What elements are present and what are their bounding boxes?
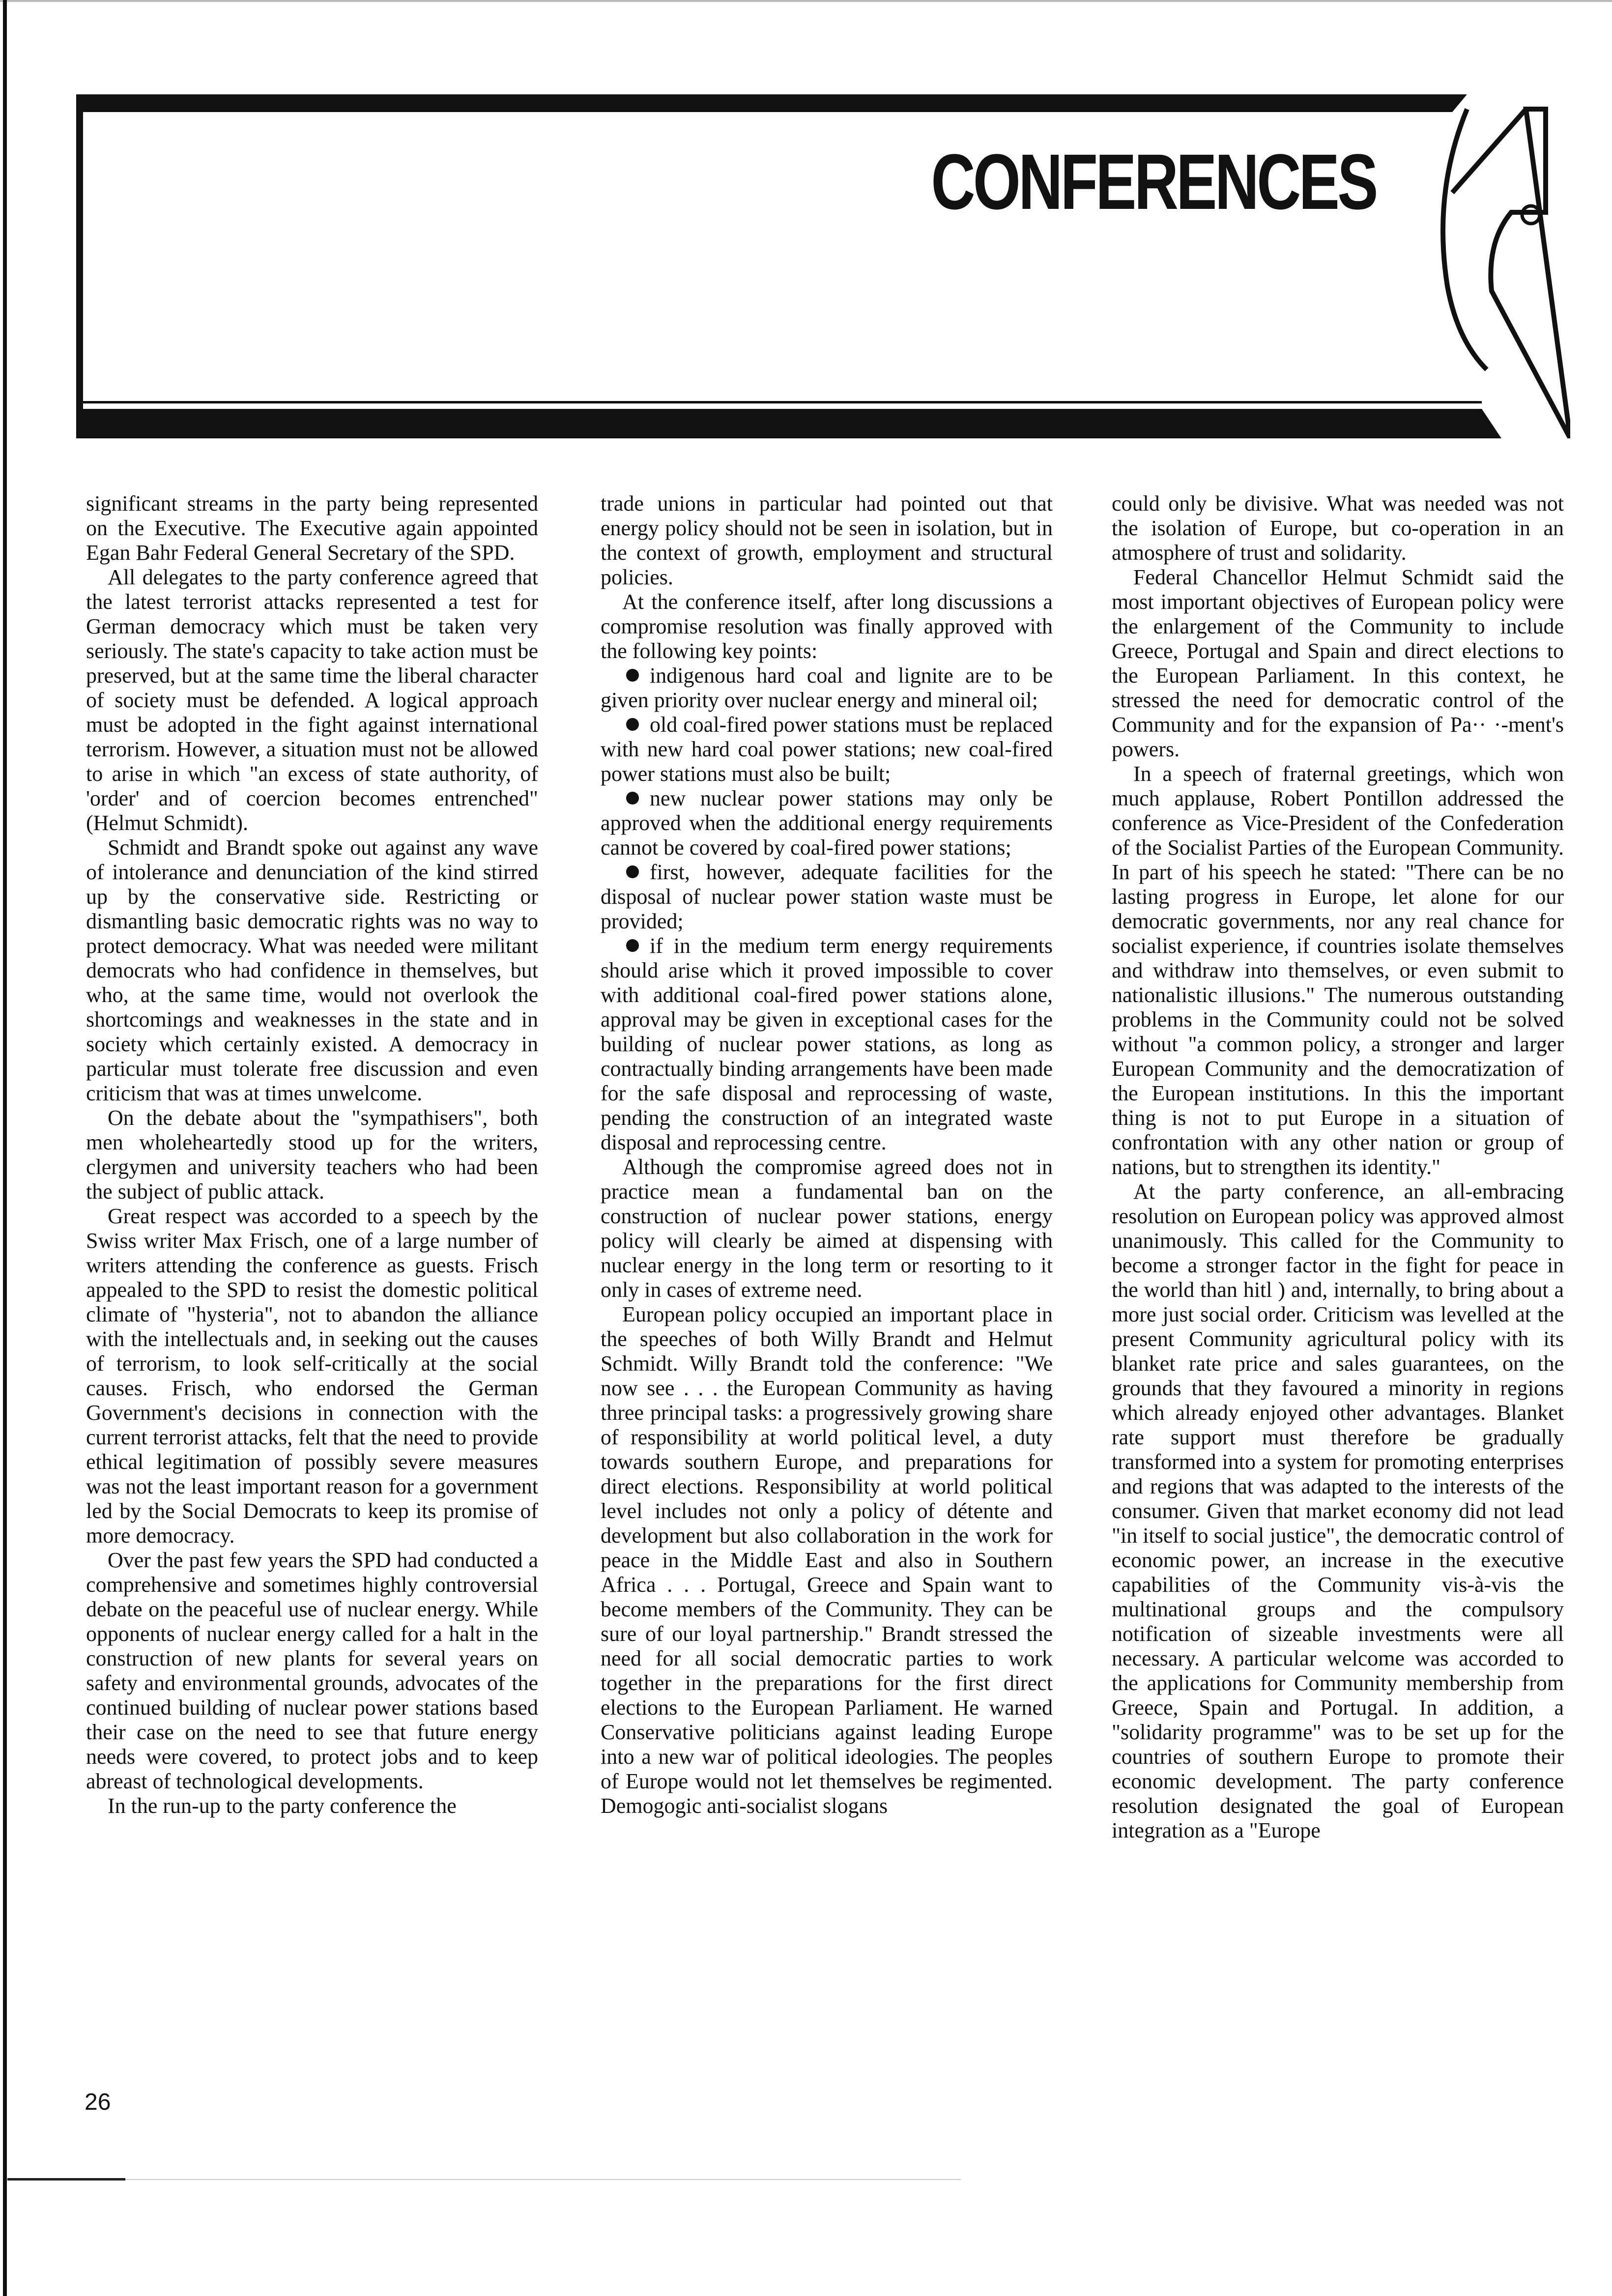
bullet-text: first, however, adequate facilities for the disposal of nuclear power station waste must be provided; (601, 860, 1053, 933)
paragraph: Federal Chancellor Helmut Schmidt said the most important objectives of European policy were the enlargement of the Community to include Greece, Portugal and Spain and direct elections to the European Parliament. In this context, he stressed the need for democratic control of the Community and for the expansion of Pa·· ·-ment's powers. (1112, 565, 1564, 761)
paragraph: All delegates to the party conference agreed that the latest terrorist attacks represented a test for German democracy which must be taken very seriously. The state's capacity to take action must be preserved, but at the same time the liberal character of society must be defended. A logical approach must be adopted in the fight against international terrorism. However, a situation must not be allowed to arise in which "an excess of state authority, of 'order' and of coercion becomes entrenched" (Helmut Schmidt). (86, 565, 538, 835)
paragraph: trade unions in particular had pointed out that energy policy should not be seen in isolation, but in the context of growth, employment and structural policies. (601, 491, 1053, 589)
paragraph: Great respect was accorded to a speech by the Swiss writer Max Frisch, one of a large number of writers attending the conference as guests. Frisch appealed to the SPD to resist the domestic political climate of "hysteria", not to abandon the alliance with the intellectuals and, in seeking out the causes of terrorism, to look self-critically at the social causes. Frisch, who endorsed the German Government's decisions in connection with the current terrorist attacks, felt that the need to provide ethical legitimation of possibly severe measures was not the least important reason for a government led by the Social Democrats to keep its promise of more democracy. (86, 1204, 538, 1548)
paragraph: In a speech of fraternal greetings, which won much applause, Robert Pontillon addressed the conference as Vice-President of the Confederation of the Socialist Parties of the European Community. In part of his speech he stated: "There can be no lasting progress in Europe, let alone for our democratic governments, nor any real chance for socialist experience, if countries isolate themselves and withdraw into themselves, or even submit to nationalistic illusions." The numerous outstanding problems in the Community could not be solved without "a common policy, a stronger and larger European Community and the democratization of the European institutions. In this the important thing is not to put Europe in a situation of confrontation with any other nation or group of nations, but to strengthen its identity." (1112, 762, 1564, 1179)
bullet-dot-icon (626, 718, 639, 731)
section-title: CONFERENCES (931, 138, 1376, 226)
bullet-text: if in the medium term energy requirements should arise which it proved impossible to cover with additional coal-fired power stations alone, approval may be given in exceptional cases for the building of nuclear power stations, as long as contractually binding arrangements have been made for the safe disposal and reprocessing of waste, pending the construction of an integrated waste disposal and reprocessing centre. (601, 934, 1053, 1154)
bullet-dot-icon (626, 939, 639, 952)
bullet-item (601, 663, 1053, 713)
bullet-dot-icon (626, 865, 639, 878)
page-number: 26 (85, 2089, 111, 2115)
bullet-item (601, 713, 1053, 786)
paragraph: At the conference itself, after long discussions a compromise resolution was finally approved with the following key points: (601, 590, 1053, 663)
bullet-text: old coal-fired power stations must be replaced with new hard coal power stations; new coal-fired power stations must also be built; (601, 713, 1053, 786)
section-banner (76, 94, 1570, 438)
paragraph: Schmidt and Brandt spoke out against any wave of intolerance and denunciation of the kind stirred up by the conservative side. Restricting or dismantling basic democratic rights was no way to protect democracy. What was needed were militant democrats who had confidence in themselves, but who, at the same time, would not overlook the shortcomings and weaknesses in the state and in society which certainly existed. A democracy in particular must tolerate free discussion and even criticism that was at times unwelcome. (86, 835, 538, 1105)
page-left-rule (3, 0, 7, 2296)
bullet-item (601, 860, 1053, 934)
bullet-item (601, 786, 1053, 860)
text-column-1 (86, 491, 538, 1818)
paragraph: could only be divisive. What was needed was not the isolation of Europe, but co-operation in an atmosphere of trust and solidarity. (1112, 491, 1564, 565)
paragraph: On the debate about the "sympathisers", both men wholeheartedly stood up for the writers, clergymen and university teachers who had been the subject of public attack. (86, 1106, 538, 1204)
bullet-dot-icon (626, 669, 639, 682)
footer-rule (7, 2178, 125, 2181)
footer-rule-light (125, 2179, 961, 2180)
bullet-dot-icon (626, 792, 639, 804)
paragraph: significant streams in the party being represented on the Executive. The Executive again appointed Egan Bahr Federal General Secretary of the SPD. (86, 491, 538, 565)
bullet-item (601, 934, 1053, 1155)
paragraph: In the run-up to the party conference the (108, 1794, 457, 1818)
paragraph: At the party conference, an all-embracing resolution on European policy was approved almost unanimously. This called for the Community to become a stronger factor in the fight for peace in the world than hitl ) and, internally, to bring about a more just social order. Criticism was levelled at the present Community agricultural policy with its blanket rate price and sales guarantees, on the grounds that they favoured a minority in regions which already enjoyed other advantages. Blanket rate support must therefore be gradually transformed into a system for promoting enterprises and regions that was adapted to the interests of the consumer. Given that market economy did not lead "in itself to social justice", the democratic control of economic power, an increase in the executive capabilities of the Community vis-à-vis the multinational groups and the compulsory notification of sizeable investments were all necessary. A particular welcome was accorded to the applications for Community membership from Greece, Spain and Portugal. In addition, a "solidarity programme" was to be set up for the countries of southern Europe to promote their economic development. The party conference resolution designated the goal of European integration as a "Europe (1112, 1179, 1564, 1842)
bullet-text: indigenous hard coal and lignite are to be given priority over nuclear energy and mineral oil; (601, 663, 1053, 712)
text-column-2 (601, 491, 1053, 1818)
page-top-rule (0, 0, 1612, 2)
paragraph: Over the past few years the SPD had conducted a comprehensive and sometimes highly controversial debate on the peaceful use of nuclear energy. While opponents of nuclear energy called for a halt in the construction of new plants for several years on safety and environmental grounds, advocates of the continued building of nuclear power stations based their case on the need to see that future energy needs were covered, to protect jobs and to keep abreast of technological developments. (86, 1548, 538, 1793)
text-column-3 (1112, 491, 1564, 1843)
bullet-text: new nuclear power stations may only be approved when the additional energy requirements cannot be covered by coal-fired power stations; (601, 786, 1053, 860)
paragraph: Although the compromise agreed does not in practice mean a fundamental ban on the construction of nuclear power stations, energy policy will clearly be aimed at dispensing with nuclear energy in the long term or resorting to it only in cases of extreme need. (601, 1155, 1053, 1302)
paragraph: European policy occupied an important place in the speeches of both Willy Brandt and Helmut Schmidt. Willy Brandt told the conference: "We now see . . . the European Community as having three principal tasks: a progressively growing share of responsibility at world political level, a duty towards southern Europe, and preparations for direct elections. Responsibility at world political level includes not only a policy of détente and development but also collaboration in the work for peace in the Middle East and also in Southern Africa . . . Portugal, Greece and Spain want to become members of the Community. They can be sure of our loyal partnership." Brandt stressed the need for all social democratic parties to work together in the preparations for the first direct elections to the European Parliament. He warned Conservative politicians against leading Europe into a new war of political ideologies. The peoples of Europe would not let themselves be regimented. Demogogic anti-socialist slogans (601, 1302, 1053, 1818)
